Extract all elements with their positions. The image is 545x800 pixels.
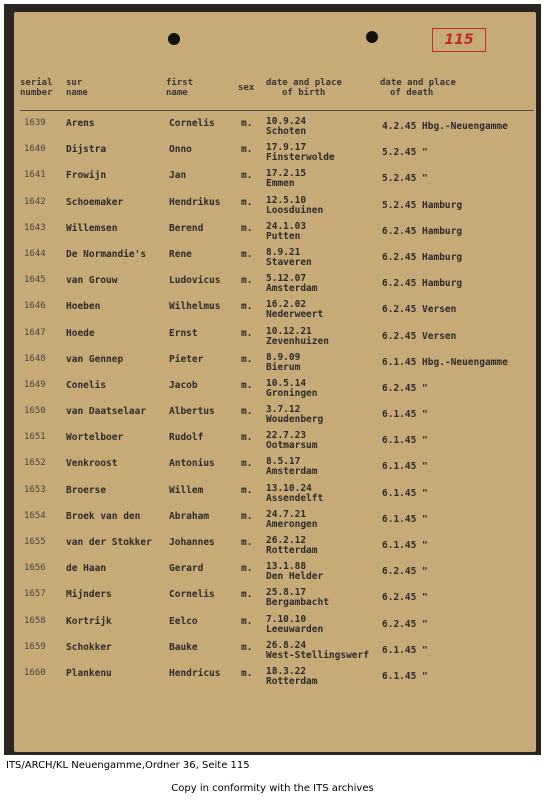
list-item — [14, 404, 536, 430]
birth-date: 10.12.21 — [266, 325, 312, 337]
list-item — [14, 247, 536, 273]
birth-place: Woudenberg — [266, 414, 324, 426]
first-name: Albertus — [169, 406, 215, 418]
death-date-place: 6.1.45 " — [382, 513, 428, 525]
header-first: first — [166, 78, 194, 88]
sex: m. — [241, 537, 253, 548]
birth-date: 26.2.12 — [266, 535, 307, 546]
surname: Broek van den — [66, 510, 141, 522]
birth-date: 8.9.21 — [266, 246, 301, 258]
first-name: Berend — [169, 222, 204, 234]
first-name: Antonius — [169, 458, 215, 470]
birth-place: Staveren — [266, 256, 312, 268]
birth-date: 17.9.17 — [266, 142, 307, 154]
surname: Conelis — [66, 379, 107, 391]
death-date-place: 6.2.45 " — [382, 382, 428, 394]
birth-date: 16.2.02 — [266, 299, 307, 311]
death-date-place: 6.1.45 " — [382, 487, 428, 499]
birth-date: 13.1.88 — [266, 561, 307, 573]
surname: Willemsen — [66, 222, 118, 234]
header-birth-line2: of birth — [282, 88, 326, 98]
first-name: Wilhelmus — [169, 301, 221, 313]
birth-place: Ootmarsum — [266, 440, 318, 452]
birth-place: Assendelft — [266, 492, 324, 504]
header-sur: sur — [66, 78, 83, 88]
header-sex: sex — [238, 83, 255, 93]
death-date-place: 6.1.45 " — [382, 540, 428, 551]
first-name: Johannes — [169, 537, 215, 548]
serial-number: 1643 — [24, 222, 46, 233]
surname: De Normandie's — [66, 248, 147, 260]
first-name: Ludovicus — [169, 275, 221, 287]
list-item — [14, 378, 536, 404]
surname: Broerse — [66, 484, 107, 496]
surname: Hoede — [66, 327, 95, 339]
header-serial: serial — [20, 78, 53, 88]
serial-number: 1644 — [24, 248, 46, 259]
copy-note: Copy in conformity with the ITS archives — [171, 783, 374, 794]
birth-place: Zevenhuizen — [266, 335, 329, 347]
first-name: Willem — [169, 484, 204, 496]
list-item — [14, 273, 536, 299]
archive-reference: ITS/ARCH/KL Neuengamme,Ordner 36, Seite 115 — [6, 760, 250, 771]
first-name: Gerard — [169, 563, 204, 575]
death-date-place: 6.1.45 " — [382, 435, 428, 447]
birth-place: Amsterdam — [266, 283, 318, 295]
birth-date: 22.7.23 — [266, 430, 307, 442]
list-item — [14, 456, 536, 482]
list-item — [14, 326, 536, 352]
death-date-place: 6.1.45 " — [382, 461, 428, 473]
birth-place: Leeuwarden — [266, 623, 324, 635]
sex: m. — [241, 301, 253, 313]
death-date-place: 6.1.45 Hbg.-Neuengamme — [382, 356, 508, 368]
list-item — [14, 640, 536, 666]
birth-place: Putten — [266, 230, 301, 242]
surname: van Daatselaar — [66, 406, 147, 418]
birth-date: 26.8.24 — [266, 639, 307, 651]
surname: van der Stokker — [66, 537, 152, 548]
sex: m. — [241, 432, 253, 444]
birth-date: 12.5.10 — [266, 194, 307, 206]
birth-place: Amerongen — [266, 518, 318, 530]
list-item — [14, 352, 536, 378]
first-name: Onno — [169, 144, 192, 156]
sex: m. — [241, 196, 253, 208]
list-item — [14, 168, 536, 194]
birth-place: Loosduinen — [266, 204, 324, 216]
surname: Mijnders — [66, 589, 112, 601]
sex: m. — [241, 458, 253, 470]
list-item — [14, 116, 536, 142]
serial-number: 1641 — [24, 170, 46, 181]
list-item — [14, 221, 536, 247]
list-item — [14, 614, 536, 640]
serial-number: 1651 — [24, 432, 46, 443]
sex: m. — [241, 353, 253, 365]
death-date-place: 6.2.45 Versen — [382, 330, 457, 342]
birth-date: 8.5.17 — [266, 456, 301, 468]
serial-number: 1639 — [24, 118, 46, 128]
sex: m. — [241, 510, 253, 522]
page-number-stamp: 115 — [432, 28, 486, 52]
surname: Schokker — [66, 641, 112, 653]
list-item — [14, 430, 536, 456]
birth-place: Amsterdam — [266, 466, 318, 478]
death-date-place: 6.1.45 " — [382, 409, 428, 421]
death-date-place: 6.2.45 " — [382, 618, 428, 630]
first-name: Ernst — [169, 327, 198, 339]
birth-place: Rotterdam — [266, 675, 318, 687]
death-date-place: 6.1.45 " — [382, 670, 428, 682]
surname: de Haan — [66, 563, 107, 575]
header-death-line2: of death — [390, 88, 434, 98]
first-name: Cornelis — [169, 118, 215, 129]
serial-number: 1659 — [24, 641, 46, 652]
list-item — [14, 142, 536, 168]
serial-number: 1653 — [24, 484, 46, 495]
birth-date: 5.12.07 — [266, 273, 307, 285]
birth-place: Nederweert — [266, 309, 324, 321]
list-item — [14, 195, 536, 221]
death-date-place: 5.2.45 " — [382, 147, 428, 159]
birth-place: Bierum — [266, 361, 301, 373]
death-date-place: 6.2.45 Versen — [382, 304, 457, 316]
birth-place: Den Helder — [266, 571, 324, 583]
serial-number: 1645 — [24, 275, 46, 286]
serial-number: 1650 — [24, 406, 46, 417]
birth-place: Schoten — [266, 126, 307, 137]
surname: Wortelboer — [66, 432, 124, 444]
death-date-place: 5.2.45 Hamburg — [382, 199, 463, 211]
serial-number: 1655 — [24, 537, 46, 547]
birth-place: Bergambacht — [266, 597, 329, 609]
death-date-place: 6.2.45 Hamburg — [382, 278, 463, 290]
sex: m. — [241, 563, 253, 575]
sex: m. — [241, 144, 253, 156]
list-item — [14, 561, 536, 587]
sex: m. — [241, 327, 253, 339]
surname: Schoemaker — [66, 196, 124, 208]
header-first-name: name — [166, 88, 188, 98]
sex: m. — [241, 406, 253, 418]
sex: m. — [241, 118, 253, 129]
list-item — [14, 666, 536, 692]
birth-date: 3.7.12 — [266, 404, 301, 416]
birth-date: 8.9.09 — [266, 351, 301, 363]
birth-date: 24.1.03 — [266, 220, 307, 232]
death-date-place: 6.1.45 " — [382, 644, 428, 656]
birth-place: Emmen — [266, 178, 295, 190]
list-item — [14, 535, 536, 561]
first-name: Abraham — [169, 510, 210, 522]
birth-place: Groningen — [266, 387, 318, 399]
first-name: Pieter — [169, 353, 204, 365]
death-date-place: 6.2.45 Hamburg — [382, 225, 463, 237]
death-date-place: 4.2.45 Hbg.-Neuengamme — [382, 121, 508, 132]
surname: van Grouw — [66, 275, 118, 287]
sex: m. — [241, 275, 253, 287]
first-name: Hendrikus — [169, 196, 221, 208]
birth-date: 18.3.22 — [266, 665, 307, 677]
serial-number: 1649 — [24, 379, 46, 390]
first-name: Jacob — [169, 379, 198, 391]
surname: Plankenu — [66, 667, 112, 679]
death-date-place: 6.2.45 " — [382, 566, 428, 578]
header-surname: name — [66, 88, 88, 98]
death-date-place: 6.2.45 Hamburg — [382, 251, 463, 263]
birth-date: 25.8.17 — [266, 587, 307, 599]
surname: Venkroost — [66, 458, 118, 470]
list-item — [14, 509, 536, 535]
serial-number: 1640 — [24, 144, 46, 155]
sex: m. — [241, 667, 253, 679]
birth-place: West-Stellingswerf — [266, 649, 369, 661]
list-item — [14, 299, 536, 325]
header-birth-line1: date and place — [266, 78, 342, 88]
header-number: number — [20, 88, 53, 98]
first-name: Eelco — [169, 615, 198, 627]
punch-hole-left — [168, 33, 180, 45]
birth-place: Rotterdam — [266, 545, 318, 556]
surname: Arens — [66, 118, 95, 129]
first-name: Rene — [169, 248, 192, 260]
death-date-place: 6.2.45 " — [382, 592, 428, 604]
serial-number: 1648 — [24, 353, 46, 364]
sex: m. — [241, 641, 253, 653]
sex: m. — [241, 589, 253, 601]
birth-date: 10.9.24 — [266, 116, 307, 127]
list-item — [14, 483, 536, 509]
surname: Hoeben — [66, 301, 101, 313]
prisoner-list — [14, 116, 536, 692]
birth-date: 24.7.21 — [266, 508, 307, 520]
surname: Dijstra — [66, 144, 107, 156]
scan-frame — [4, 4, 541, 755]
sex: m. — [241, 222, 253, 234]
first-name: Bauke — [169, 641, 198, 653]
sex: m. — [241, 379, 253, 391]
sex: m. — [241, 484, 253, 496]
serial-number: 1652 — [24, 458, 46, 469]
sex: m. — [241, 615, 253, 627]
first-name: Hendricus — [169, 667, 221, 679]
serial-number: 1660 — [24, 667, 46, 678]
serial-number: 1647 — [24, 327, 46, 338]
header-death-line1: date and place — [380, 78, 456, 88]
document-page — [14, 12, 536, 752]
sex: m. — [241, 248, 253, 260]
header-rule — [20, 110, 534, 111]
birth-place: Finsterwolde — [266, 152, 335, 164]
birth-date: 10.5.14 — [266, 377, 307, 389]
list-item — [14, 587, 536, 613]
first-name: Cornelis — [169, 589, 215, 601]
surname: van Gennep — [66, 353, 124, 365]
serial-number: 1642 — [24, 196, 46, 207]
surname: Frowijn — [66, 170, 107, 182]
sex: m. — [241, 170, 253, 182]
death-date-place: 5.2.45 " — [382, 173, 428, 185]
birth-date: 7.10.10 — [266, 613, 307, 625]
serial-number: 1657 — [24, 589, 46, 600]
first-name: Jan — [169, 170, 187, 182]
serial-number: 1656 — [24, 563, 46, 574]
birth-date: 13.10.24 — [266, 482, 312, 494]
surname: Kortrijk — [66, 615, 112, 627]
serial-number: 1658 — [24, 615, 46, 626]
first-name: Rudolf — [169, 432, 204, 444]
serial-number: 1646 — [24, 301, 46, 312]
birth-date: 17.2.15 — [266, 168, 307, 180]
punch-hole-right — [366, 31, 378, 43]
serial-number: 1654 — [24, 510, 46, 521]
